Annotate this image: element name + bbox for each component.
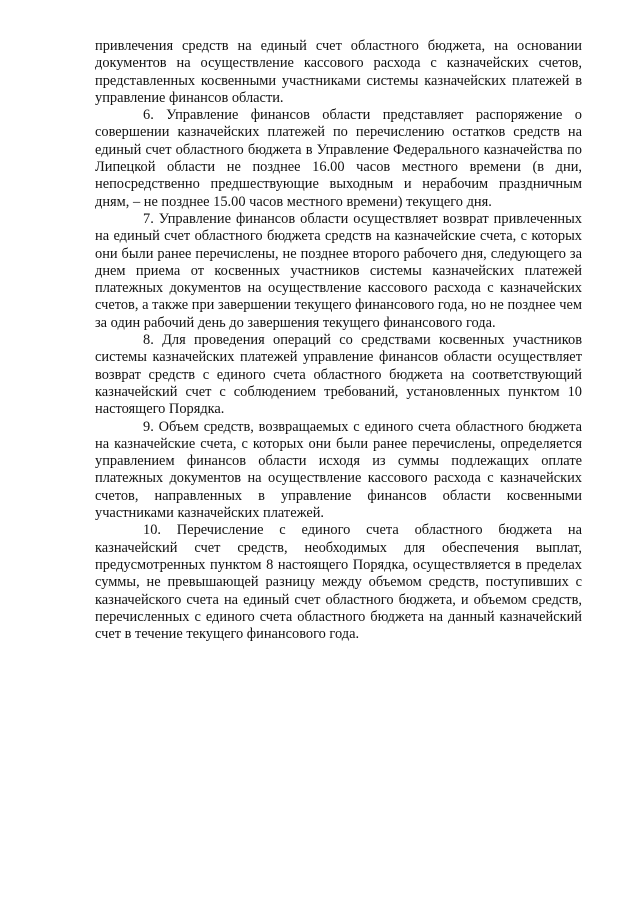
paragraph-7: 7. Управление финансов области осуществляет возврат привлеченных на единый счет областного бюджета средств на казначейские счета, с которых они были ранее перечислены, не позднее второго рабочего дня, следующего за днем приема от косвенных участников системы казначейских платежей платежных документов на осуществление кассового расхода с казначейских счетов, а также при завершении текущего финансового года, но не позднее чем за один рабочий день до завершения текущего финансового года. bbox=[95, 210, 582, 331]
paragraph-10: 10. Перечисление с единого счета областного бюджета на казначейский счет средств, необходимых для обеспечения выплат, предусмотренных пунктом 8 настоящего Порядка, осуществляется в пределах суммы, не превышающей разницу между объемом средств, поступивших с казначейского счета на единый счет областного бюджета, и объемом средств, перечисленных с единого счета областного бюджета на данный казначейский счет в течение текущего финансового года. bbox=[95, 522, 582, 643]
paragraph-9: 9. Объем средств, возвращаемых с единого счета областного бюджета на казначейские счета, с которых они были ранее перечислены, определяется управлением финансов области исходя из суммы подлежащих оплате платежных документов на осуществление кассового расхода с казначейских счетов, направленных в управление финансов области косвенными участниками казначейских платежей. bbox=[95, 418, 582, 522]
paragraph-continuation: привлечения средств на единый счет областного бюджета, на основании документов на осуществление кассового расхода с казначейских счетов, представленных косвенными участниками системы казначейских платежей в управление финансов области. bbox=[95, 38, 582, 106]
paragraph-8: 8. Для проведения операций со средствами косвенных участников системы казначейских платежей управление финансов области осуществляет возврат средств с единого счета областного бюджета на соответствующий казначейский счет с соблюдением требований, установленных пунктом 10 настоящего Порядка. bbox=[95, 332, 582, 418]
document-page bbox=[95, 38, 582, 643]
paragraph-6: 6. Управление финансов области представляет распоряжение о совершении казначейских платежей по перечислению остатков средств на единый счет областного бюджета в Управление Федерального казначейства по Липецкой области не позднее 16.00 часов местного времени (в дни, непосредственно предшествующие выходным и нерабочим праздничным дням, – не позднее 15.00 часов местного времени) текущего дня. bbox=[95, 107, 582, 210]
